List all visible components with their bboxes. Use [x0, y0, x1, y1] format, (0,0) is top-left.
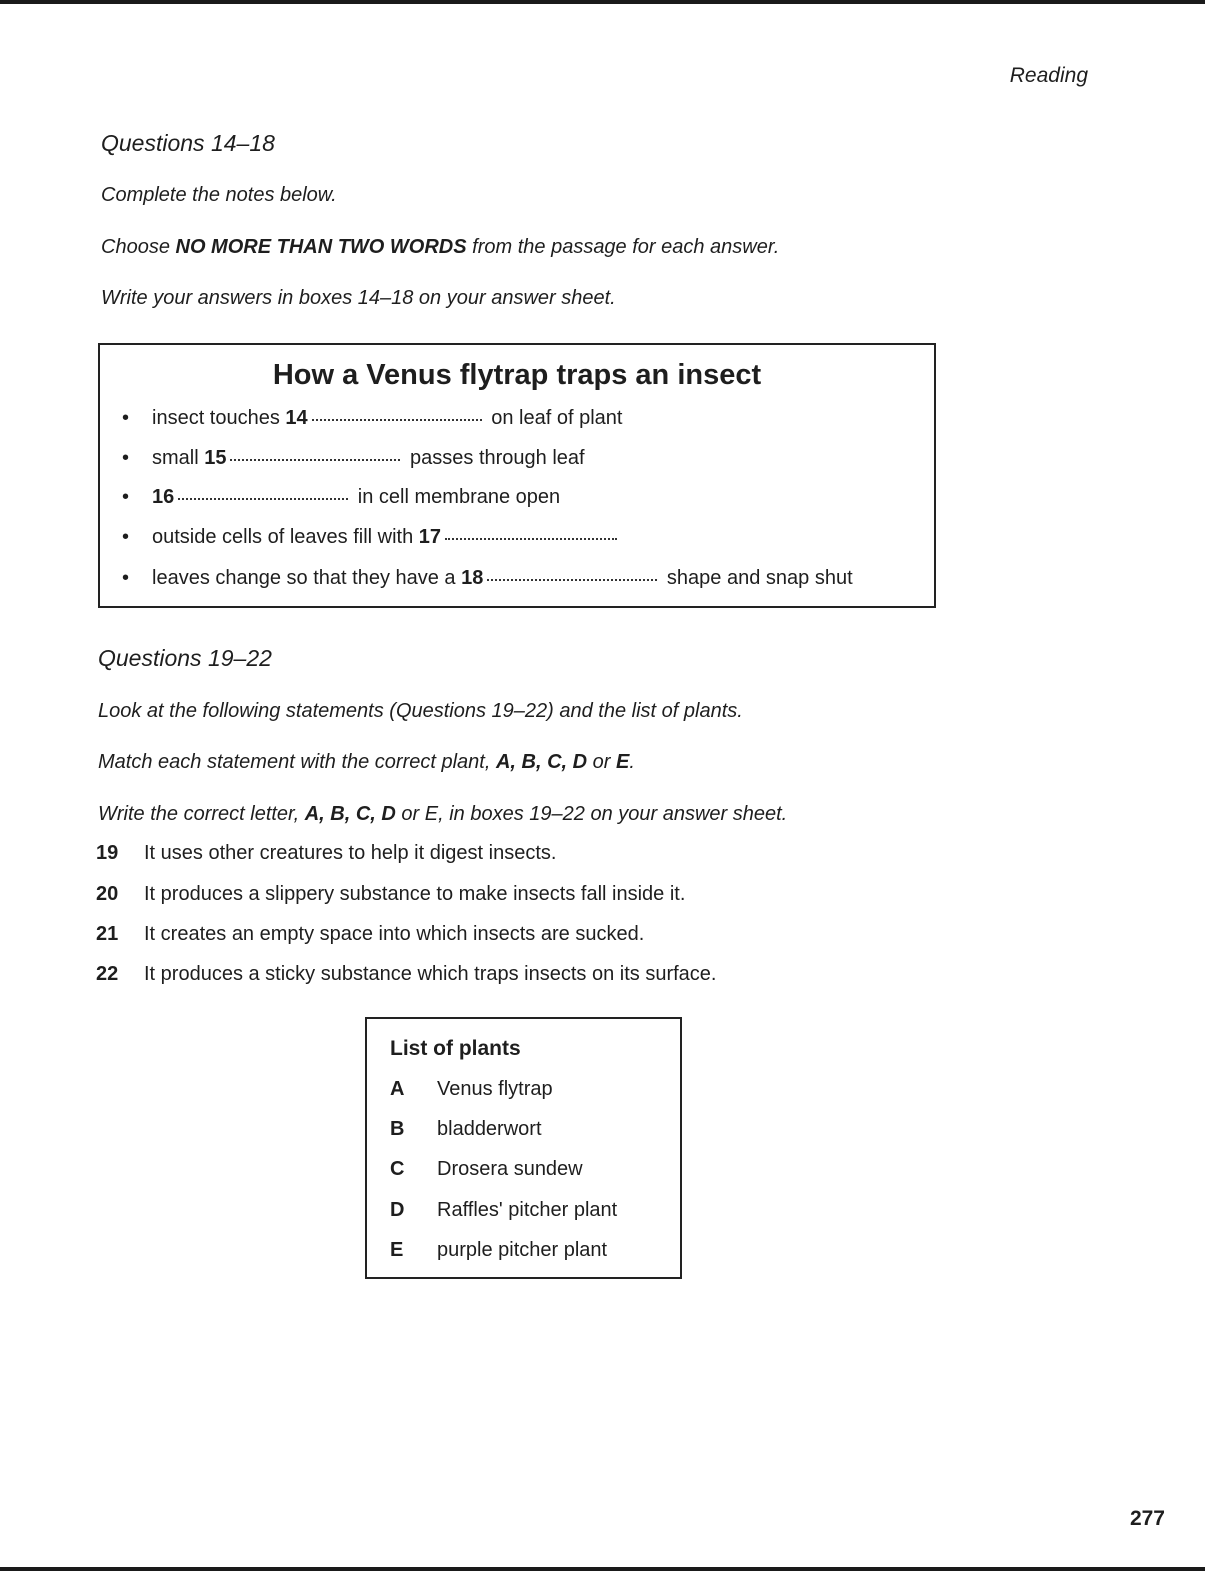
- instruction-write-letter: [98, 803, 787, 826]
- question-number: 16: [152, 486, 175, 508]
- note-item-14: [122, 407, 622, 430]
- bottom-edge-rule: [0, 1567, 1205, 1571]
- plant-option-d: [390, 1199, 617, 1222]
- statement-22: [96, 963, 716, 986]
- note-text-after: passes through leaf: [404, 447, 585, 469]
- note-text-after: on leaf of plant: [485, 407, 623, 429]
- instruction-write-or: or: [395, 803, 425, 825]
- plant-letter: C: [390, 1158, 405, 1180]
- answer-blank-18[interactable]: [487, 579, 657, 581]
- note-text-after: shape and snap shut: [661, 567, 853, 589]
- statement-number: 19: [96, 842, 119, 864]
- plant-letter: B: [390, 1118, 405, 1140]
- bullet-icon: •: [122, 526, 130, 548]
- answer-blank-15[interactable]: [230, 459, 400, 461]
- instruction-word-limit-post: from the passage for each answer.: [466, 236, 780, 258]
- statement-text: It creates an empty space into which insects are sucked.: [144, 923, 645, 945]
- page-number: 277: [1129, 1507, 1165, 1530]
- plant-letter: E: [390, 1239, 404, 1261]
- statement-number: 21: [96, 923, 119, 945]
- instruction-match-pre: Match each statement with the correct plant,: [98, 751, 496, 773]
- statement-text: It produces a sticky substance which traps insects on its surface.: [144, 963, 717, 985]
- note-text-before: small: [152, 447, 205, 469]
- question-number: 15: [204, 447, 227, 469]
- statement-20: [96, 883, 685, 906]
- instruction-match-letters: A, B, C, D: [495, 751, 588, 773]
- plant-option-e: [390, 1239, 607, 1262]
- section-label: Reading: [1009, 64, 1088, 87]
- instruction-look-statements: Look at the following statements (Questions 19–22) and the list of plants.: [98, 700, 743, 722]
- plant-option-c: [390, 1158, 583, 1181]
- instruction-word-limit-pre: Choose: [101, 236, 176, 258]
- answer-blank-14[interactable]: [312, 419, 482, 421]
- plant-letter: A: [390, 1078, 405, 1100]
- plant-name: bladderwort: [437, 1118, 542, 1140]
- plant-option-a: [390, 1078, 553, 1101]
- note-text-before: outside cells of leaves fill with: [152, 526, 419, 548]
- statement-text: It uses other creatures to help it digest insects.: [144, 842, 557, 864]
- answer-blank-17[interactable]: [445, 538, 617, 540]
- instruction-match-or: or: [587, 751, 616, 773]
- top-edge-rule: [0, 0, 1205, 4]
- instruction-match-last: E: [616, 751, 630, 773]
- note-text-before: insect touches: [152, 407, 286, 429]
- note-item-18: [122, 567, 853, 590]
- plant-letter: D: [390, 1199, 405, 1221]
- question-number: 18: [461, 567, 484, 589]
- plant-name: Venus flytrap: [437, 1078, 553, 1100]
- plant-option-b: [390, 1118, 542, 1141]
- statement-number: 22: [96, 963, 119, 985]
- instruction-word-limit: [101, 236, 779, 259]
- statement-text: It produces a slippery substance to make insects fall inside it.: [144, 883, 686, 905]
- instruction-match: [98, 751, 635, 774]
- list-of-plants-box: [365, 1017, 682, 1279]
- note-item-15: [122, 447, 585, 470]
- plant-name: purple pitcher plant: [437, 1239, 608, 1261]
- note-item-17: [122, 526, 621, 549]
- bullet-icon: •: [122, 447, 130, 469]
- question-number: 17: [418, 526, 442, 548]
- notes-title: How a Venus flytrap traps an insect: [272, 359, 762, 391]
- note-text-after: in cell membrane open: [352, 486, 561, 508]
- statement-number: 20: [96, 883, 119, 905]
- bullet-icon: •: [122, 407, 130, 429]
- instruction-word-limit-bold: NO MORE THAN TWO WORDS: [175, 236, 467, 258]
- list-of-plants-title: List of plants: [390, 1037, 521, 1060]
- statement-21: [96, 923, 644, 946]
- instruction-answer-boxes: Write your answers in boxes 14–18 on your answer sheet.: [101, 287, 616, 309]
- answer-blank-16[interactable]: [178, 498, 348, 500]
- note-text-before: leaves change so that they have a: [152, 567, 462, 589]
- notes-box: [98, 343, 936, 608]
- plant-name: Drosera sundew: [437, 1158, 583, 1180]
- questions-19-22-title: Questions 19–22: [98, 645, 272, 671]
- bullet-icon: •: [122, 567, 130, 589]
- note-item-16: [122, 486, 560, 509]
- instruction-write-post: , in boxes 19–22 on your answer sheet.: [438, 803, 788, 825]
- question-number: 14: [285, 407, 308, 429]
- instruction-write-letters: A, B, C, D: [304, 803, 396, 825]
- instruction-write-pre: Write the correct letter,: [98, 803, 305, 825]
- instruction-write-last: E: [424, 803, 439, 825]
- instruction-match-end: .: [629, 751, 635, 773]
- bullet-icon: •: [122, 486, 130, 508]
- plant-name: Raffles' pitcher plant: [437, 1199, 618, 1221]
- instruction-complete-notes: Complete the notes below.: [101, 184, 337, 206]
- statement-19: [96, 842, 556, 865]
- questions-14-18-title: Questions 14–18: [101, 130, 275, 156]
